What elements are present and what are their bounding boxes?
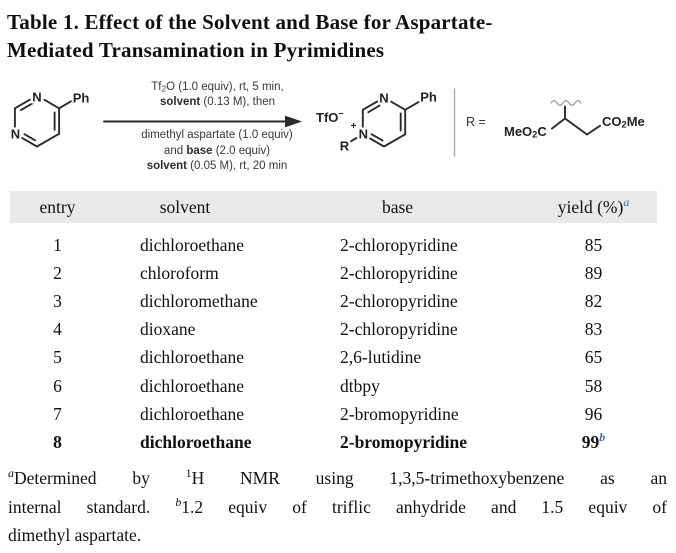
yield-value: 82 xyxy=(584,290,603,311)
r-group-structure xyxy=(551,101,600,135)
base-cell: 2-bromopyridine xyxy=(340,431,468,452)
entry-cell: 5 xyxy=(53,347,62,368)
conditions-line-2: solvent (0.13 M), then xyxy=(159,96,276,108)
results-table xyxy=(10,191,657,457)
column-header-base: base xyxy=(381,196,414,217)
table-row xyxy=(10,400,657,428)
table-row xyxy=(10,287,657,315)
base-cell: 2-chloropyridine xyxy=(340,290,458,311)
conditions-above-arrow xyxy=(115,80,320,110)
yield-cell xyxy=(530,263,657,284)
solvent-cell: dichloroethane xyxy=(140,431,252,452)
conditions-line-4: and base (2.0 equiv) xyxy=(163,144,271,157)
solvent-cell: dichloroethane xyxy=(140,234,244,255)
base-cell: 2-chloropyridine xyxy=(340,262,458,283)
table-header-row xyxy=(10,191,657,223)
table-row xyxy=(10,259,657,287)
yield-cell xyxy=(530,404,657,425)
attachment-wavy-line xyxy=(551,101,581,106)
conditions-line-1: Tf2O (1.0 equiv), rt, 5 min, xyxy=(151,81,284,94)
yield-value: 96 xyxy=(584,403,603,424)
footnote-line-3: dimethyl aspartate. xyxy=(8,525,142,545)
solvent-cell: dichloroethane xyxy=(140,347,244,368)
table-body xyxy=(10,223,657,457)
solvent-cell: dichloroethane xyxy=(140,403,244,424)
footnote-line-2: internal standard. $^b$1.2 equiv of triflic anhydride and 1.5 equiv of xyxy=(8,494,667,517)
base-cell: 2-chloropyridine xyxy=(340,319,458,340)
yield-cell xyxy=(530,432,657,453)
yield-value: 65 xyxy=(584,347,603,368)
reaction-arrow xyxy=(104,116,302,128)
conditions-below-arrow xyxy=(108,128,326,175)
yield-cell xyxy=(530,291,657,312)
base-cell: 2,6-lutidine xyxy=(340,347,422,368)
title-line1: Table 1. Effect of the Solvent and Base for Aspartate- xyxy=(7,10,493,34)
plus-charge-label: + xyxy=(350,120,357,132)
column-header-entry: entry xyxy=(39,196,76,217)
base-cell: 2-chloropyridine xyxy=(340,234,458,255)
product-n-plus-label: N xyxy=(358,126,368,142)
table-row xyxy=(10,231,657,259)
reactant-n-left-label: N xyxy=(10,126,21,141)
footnote-line-1: $^a$Determined by $^1$H NMR using 1,3,5-trimethoxybenzene as an xyxy=(8,466,667,488)
entry-cell: 7 xyxy=(53,403,62,424)
footnote-marker-b[interactable]: b xyxy=(599,430,606,445)
conditions-line-3: dimethyl aspartate (1.0 equiv) xyxy=(141,129,293,141)
product-n-top-label: N xyxy=(379,90,389,106)
entry-cell: 6 xyxy=(53,375,62,396)
reactant-phenyl-label: Ph xyxy=(72,90,90,106)
solvent-cell: chloroform xyxy=(140,262,219,283)
table-row xyxy=(10,316,657,344)
yield-cell xyxy=(530,235,657,256)
solvent-cell: dioxane xyxy=(140,319,196,340)
yield-cell xyxy=(530,347,657,368)
table-row xyxy=(10,344,657,372)
table-row xyxy=(10,372,657,400)
left-ester-label: MeO2C xyxy=(504,123,547,140)
product-r-label: R xyxy=(339,138,350,153)
base-cell: 2-bromopyridine xyxy=(340,403,459,424)
yield-value: 83 xyxy=(584,319,603,340)
entry-cell: 1 xyxy=(53,234,62,255)
table-row xyxy=(10,428,657,456)
yield-value: 89 xyxy=(584,262,603,283)
entry-cell: 3 xyxy=(53,290,62,311)
yield-header-text: yield (%) xyxy=(557,196,624,217)
table-footnote xyxy=(8,464,667,550)
base-cell: dtbpy xyxy=(340,375,380,396)
entry-cell: 2 xyxy=(53,262,62,283)
yield-cell xyxy=(530,319,657,340)
yield-value: 58 xyxy=(584,375,603,396)
solvent-cell: dichloroethane xyxy=(140,375,244,396)
entry-cell: 8 xyxy=(53,431,62,452)
solvent-cell: dichloromethane xyxy=(140,290,258,311)
reactant-n-top-label: N xyxy=(32,89,42,105)
entry-cell: 4 xyxy=(53,319,62,340)
column-header-yield xyxy=(530,194,657,218)
r-equals-label: R = xyxy=(466,115,486,129)
footnote-marker-a[interactable]: a xyxy=(623,194,630,209)
yield-value: 99 xyxy=(581,431,600,452)
triflate-counterion-label: TfO− xyxy=(316,108,344,125)
yield-cell xyxy=(530,376,657,397)
title-line2: Mediated Transamination in Pyrimidines xyxy=(7,38,385,62)
reactant-structure xyxy=(15,100,72,147)
yield-value: 85 xyxy=(584,234,603,255)
product-phenyl-label: Ph xyxy=(420,89,437,105)
conditions-line-5: solvent (0.05 M), rt, 20 min xyxy=(146,160,288,172)
right-ester-label: CO2Me xyxy=(602,113,645,130)
column-header-solvent: solvent xyxy=(159,196,211,217)
